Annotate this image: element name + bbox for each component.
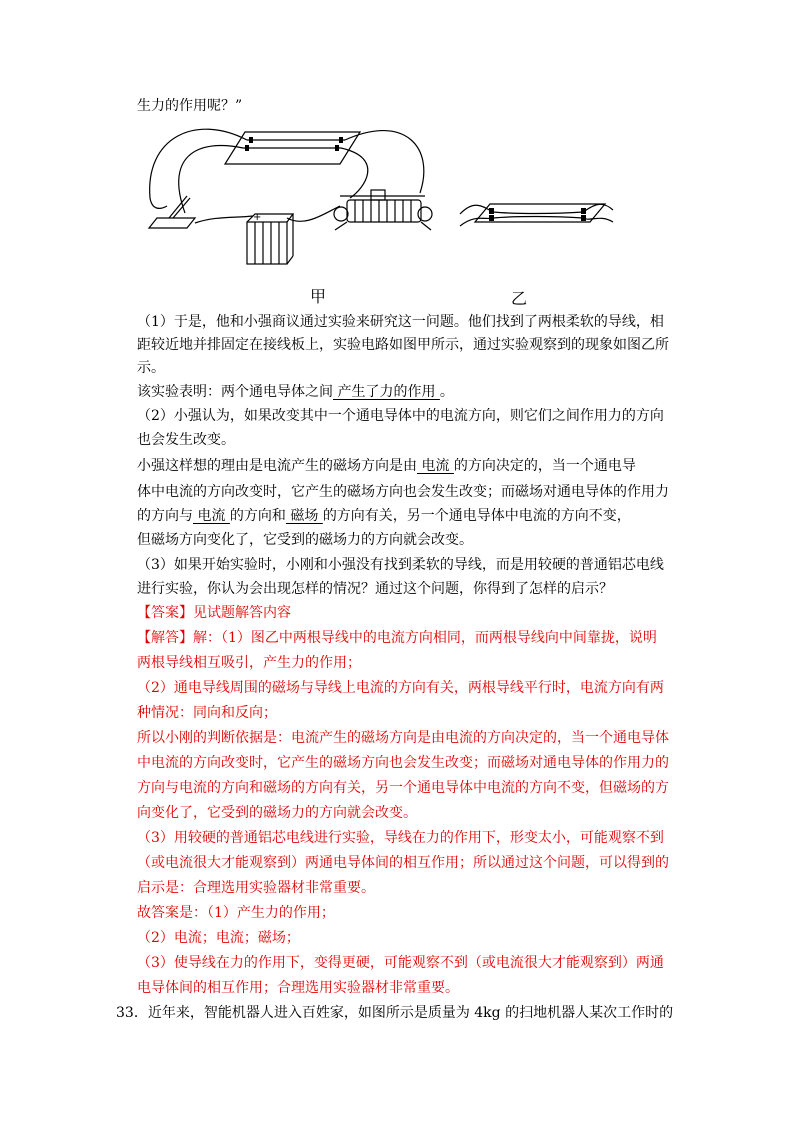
- q1-concl-suffix: 。: [439, 384, 454, 400]
- solution-line-3: （2）通电导线周围的磁场与导线上电流的方向有关，两根导线平行时，电流方向有两: [137, 680, 664, 696]
- solution-line-8: 向变化了，它受到的磁场力的方向就会改变。: [137, 805, 417, 821]
- q1-line1: （1）于是，他和小强商议通过实验来研究这一问题。他们找到了两根柔软的导线，相: [137, 314, 664, 330]
- q2-blank-current-2: 电流: [193, 508, 230, 524]
- q2-reason-line2: 体中电流的方向改变时，它产生的磁场方向也会发生改变；而磁场对通电导体的作用力: [137, 484, 669, 500]
- q2-r1-text-a: 小强这样想的理由是电流产生的磁场方向是由: [137, 458, 417, 474]
- solution-line-6: 中电流的方向改变时，它产生的磁场方向也会发生改变；而磁场对通电导体的作用力的: [137, 755, 669, 771]
- q2-reason-line4: 但磁场方向变化了，它受到的磁场力的方向就会改变。: [137, 532, 473, 548]
- svg-text:+: +: [253, 212, 262, 223]
- solution-line-2: 两根导线相互吸引，产生力的作用；: [137, 655, 361, 671]
- question-33-number: 33．: [116, 1005, 148, 1021]
- q1-conclusion: [137, 382, 454, 402]
- q2-line2: 也会发生改变。: [137, 432, 235, 448]
- q2-reason-line3: [137, 506, 631, 526]
- figure-label-jia: 甲: [310, 287, 327, 306]
- solution-line-7: 方向与电流的方向和磁场的方向有关，另一个通电导体中电流的方向不变，但磁场的方: [137, 780, 669, 796]
- figure-label-yi: 乙: [511, 289, 528, 308]
- q2-line1: （2）小强认为，如果改变其中一个通电导体中的电流方向，则它们之间作用力的方向: [137, 408, 664, 424]
- solution-line-10: （或电流很大才能观察到）两通电导体间的相互作用；所以通过这个问题，可以得到的: [137, 855, 669, 871]
- q2-r3-text-c: 的方向有关，另一个通电导体中电流的方向不变，: [322, 508, 631, 524]
- q2-blank-magnetic: 磁场: [285, 508, 323, 524]
- switch-base: [149, 218, 195, 228]
- question-33: [116, 1003, 673, 1023]
- q2-r3-text-b: 的方向和: [229, 508, 286, 524]
- solution-line-15: 电导体间的相互作用；合理选用实验器材非常重要。: [137, 980, 459, 996]
- q2-reason-line1: [137, 456, 636, 476]
- q1-line2: 距较近地并排固定在接线板上，实验电路如图甲所示，通过实验观察到的现象如图乙所: [137, 337, 669, 353]
- q2-r3-text-a: 的方向与: [137, 508, 193, 524]
- circuit-figure: [135, 118, 615, 278]
- q3-line1: （3）如果开始实验时，小刚和小强没有找到柔软的导线，而是用较硬的普通铝芯电线: [137, 557, 664, 573]
- q1-answer-blank: 产生了力的作用: [333, 384, 440, 400]
- solution-line-9: （3）用较硬的普通铝芯电线进行实验，导线在力的作用下，形变太小，可能观察不到: [137, 830, 664, 846]
- question-33-text: 近年来，智能机器人进入百姓家，如图所示是质量为 4kg 的扫地机器人某次工作时的: [147, 1005, 674, 1021]
- solution-line-5: 所以小刚的判断依据是：电流产生的磁场方向是由电流的方向决定的，当一个通电导体: [137, 730, 669, 746]
- answer-label: 【答案】见试题解答内容: [137, 605, 291, 621]
- solution-line-4: 种情况：同向和反向；: [137, 705, 277, 721]
- q1-concl-prefix: 该实验表明：两个通电导体之间: [137, 384, 333, 400]
- q3-line2: 进行实验，你认为会出现怎样的情况？通过这个问题，你得到了怎样的启示？: [137, 581, 613, 597]
- solution-line-14: （3）使导线在力的作用下，变得更硬，可能观察不到（或电流很大才能观察到）两通: [137, 955, 664, 971]
- rheostat: [347, 200, 421, 222]
- q2-r1-text-b: 的方向决定的，当一个通电导: [453, 458, 636, 474]
- solution-line-11: 启示是：合理选用实验器材非常重要。: [137, 880, 375, 896]
- solution-line-1: 【解答】解：（1）图乙中两根导线中的电流方向相同，而两根导线向中间靠拢，说明: [137, 630, 657, 646]
- intro-tail: 生力的作用呢？”: [137, 98, 243, 114]
- solution-line-12: 故答案是：（1）产生力的作用；: [137, 905, 335, 921]
- battery-box: [247, 222, 287, 264]
- solution-line-13: （2）电流；电流；磁场；: [137, 930, 300, 946]
- q1-line3: 示。: [137, 360, 165, 376]
- q2-blank-current-1: 电流: [417, 458, 454, 474]
